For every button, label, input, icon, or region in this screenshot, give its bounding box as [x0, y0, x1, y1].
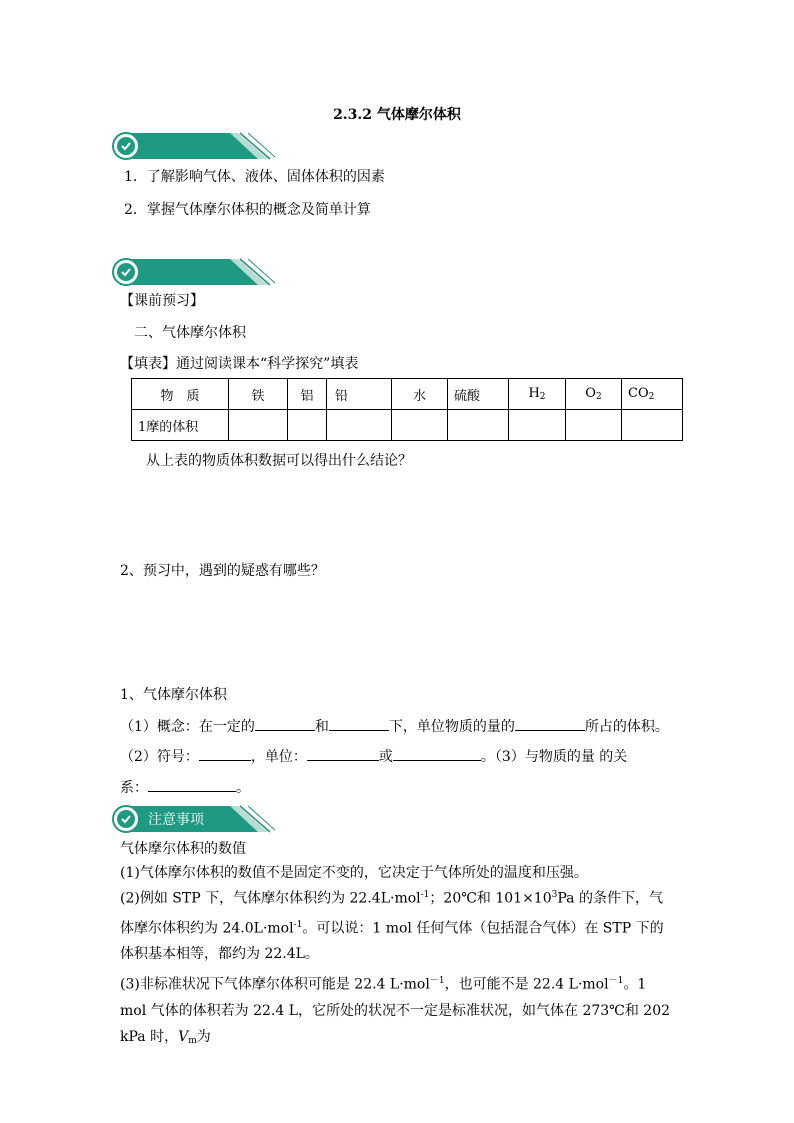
- formula-subscript: 2: [595, 392, 602, 402]
- blank-field[interactable]: [393, 746, 481, 761]
- table-cell[interactable]: [566, 410, 622, 441]
- table-cell[interactable]: [622, 410, 683, 441]
- formula-subscript: 2: [539, 392, 546, 402]
- blank-field[interactable]: [329, 716, 389, 731]
- table-cell: 水: [392, 379, 448, 410]
- formula-subscript: 2: [648, 392, 655, 402]
- formula: H: [528, 386, 540, 401]
- notes-banner-label: 注意事项: [148, 812, 204, 828]
- preview-heading: 【课前预习】: [120, 293, 204, 309]
- conclusion-question: 从上表的物质体积数据可以得出什么结论？: [146, 453, 412, 469]
- blank-field[interactable]: [199, 746, 251, 761]
- doubt-question: 2、预习中，遇到的疑惑有哪些？: [120, 563, 325, 579]
- table-cell: [622, 379, 683, 410]
- table-header-cell: 物 质: [132, 379, 229, 410]
- table-cell: 硫酸: [448, 379, 509, 410]
- notes-paragraph-2: (2)例如 STP 下，气体摩尔体积约为 22.4L·mol$^{-1}$；20℃和 $101\times 10^3Pa$ 的条件下，气体摩尔体积约为 24.0L·mol$^{-1}$。可以说：1 mol 任何气体（包括混合气体）在 STP 下的体积基本相等，都约为 22.4L。: [120, 890, 664, 963]
- table-cell[interactable]: [229, 410, 288, 441]
- table-row: [132, 379, 683, 410]
- blank-field[interactable]: [148, 777, 236, 792]
- fill-table-intro: 【填表】通过阅读课本“科学探究”填表: [120, 356, 359, 372]
- table-cell[interactable]: [392, 410, 448, 441]
- table-row: [132, 410, 683, 441]
- concept-heading: 1、气体摩尔体积: [120, 687, 227, 703]
- formula: O: [585, 386, 596, 401]
- objective-2: 2．掌握气体摩尔体积的概念及简单计算: [124, 202, 371, 218]
- table-cell[interactable]: [327, 410, 392, 441]
- notes-paragraph-3: (3)非标准状况下气体摩尔体积可能是 22.4 L·mol$^{-1}$，也可能不是 22.4 L·mol$^{-1}$。1 mol 气体的体积若为 22.4 L，它所处的状况不一定是标准状况，如气体在 273℃和 202 kPa 时，$V_m$为: [120, 976, 671, 1046]
- blank-field[interactable]: [307, 746, 379, 761]
- section-banner-objectives: [110, 131, 275, 161]
- formula: CO: [628, 386, 649, 401]
- table-cell: [509, 379, 566, 410]
- notes-paragraph-1: (1)气体摩尔体积的数值不是固定不变的，它决定于气体所处的温度和压强。: [120, 865, 588, 881]
- concept-definition: （1）概念：在一定的 和 下，单位物质的量的 所占的体积。: [120, 716, 669, 736]
- concept-symbol: （2）符号： ，单位： 或 。（3）与物质的量 的关: [120, 746, 627, 766]
- blank-field[interactable]: [515, 716, 585, 731]
- table-cell[interactable]: [509, 410, 566, 441]
- table-cell[interactable]: [448, 410, 509, 441]
- table-cell: 铝: [288, 379, 327, 410]
- section-two-heading: 二、气体摩尔体积: [134, 325, 246, 341]
- objective-1: 1．了解影响气体、液体、固体体积的因素: [124, 169, 385, 185]
- table-row-label: 1摩的体积: [132, 410, 229, 441]
- page-title: 2.3.2 气体摩尔体积: [333, 107, 461, 123]
- concept-relation: 系： 。: [120, 777, 250, 797]
- blank-field[interactable]: [255, 716, 315, 731]
- notes-heading: 气体摩尔体积的数值: [120, 841, 246, 857]
- table-cell: 铁: [229, 379, 288, 410]
- table-cell: 铅: [327, 379, 392, 410]
- volume-table: [131, 378, 683, 441]
- table-cell[interactable]: [288, 410, 327, 441]
- section-banner-preview: [110, 257, 275, 287]
- table-cell: [566, 379, 622, 410]
